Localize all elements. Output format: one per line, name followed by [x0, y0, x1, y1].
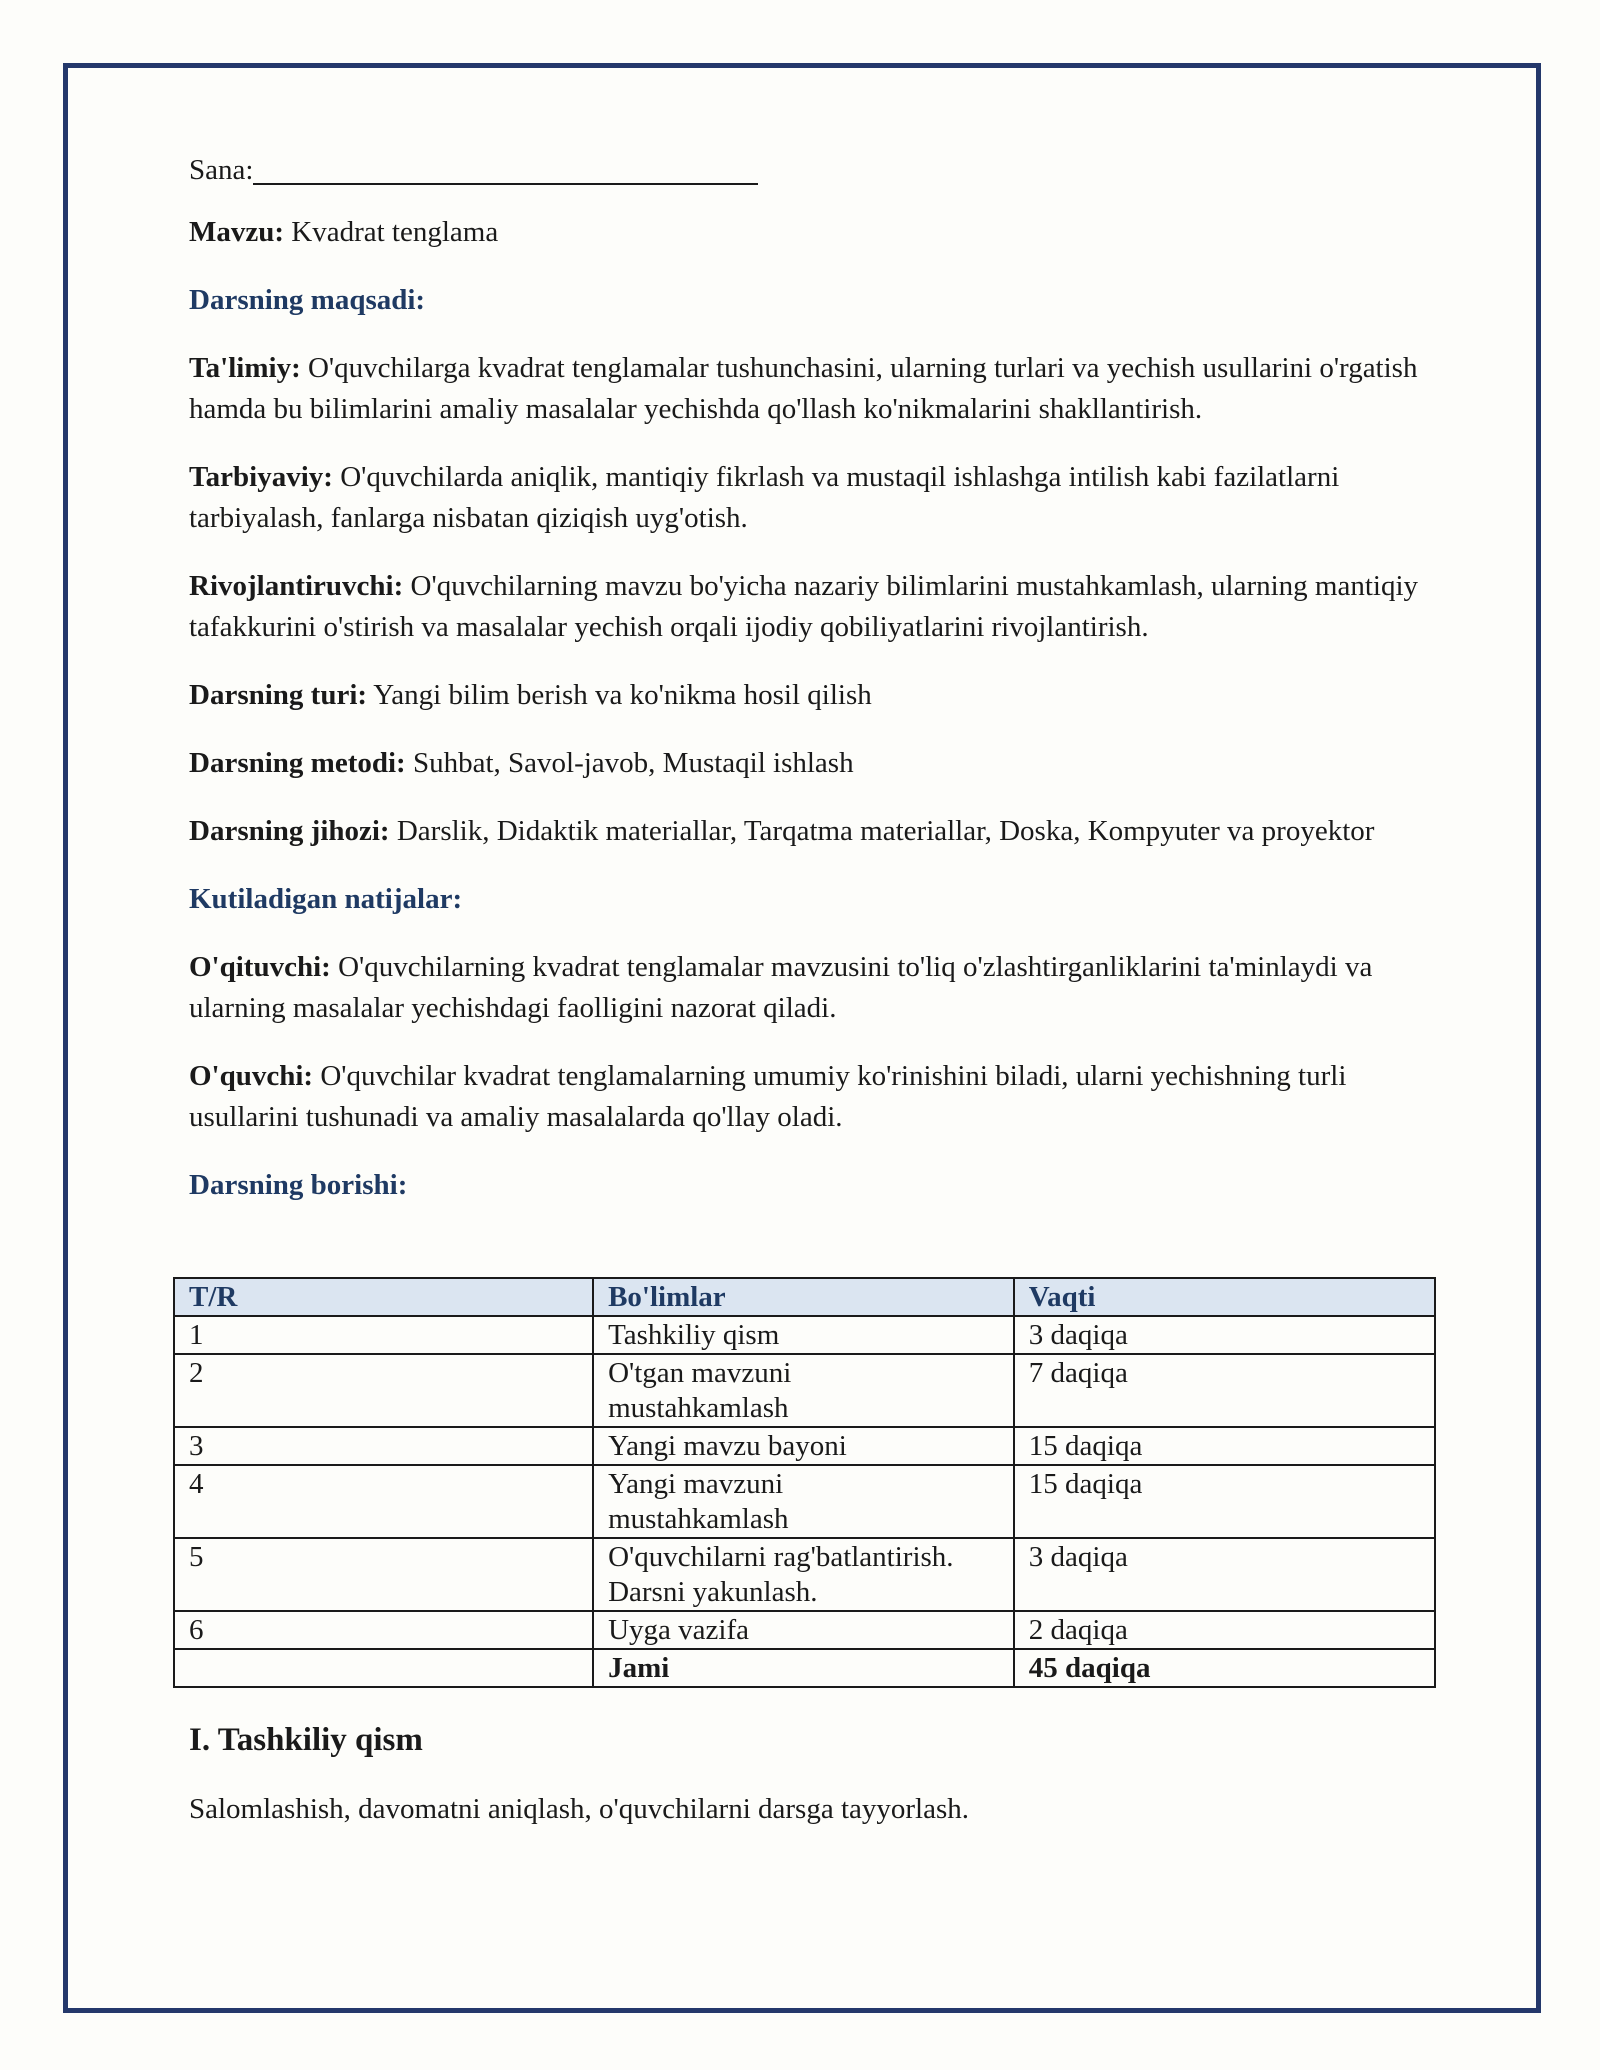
- row-section: O'quvchilarni rag'batlantirish. Darsni yakunlash.: [593, 1538, 1014, 1611]
- lesson-method-label: Darsning metodi:: [189, 747, 406, 779]
- row-number: 6: [174, 1611, 593, 1649]
- goal-developmental-label: Rivojlantiruvchi:: [189, 570, 404, 602]
- outcome-teacher-text: O'quvchilarning kvadrat tenglamalar mavzusini to'liq o'zlashtirganliklarini ta'minlaydi va ularning masalalar yechishdagi faolligini nazorat qiladi.: [189, 951, 1373, 1024]
- row-time: 3 daqiqa: [1014, 1538, 1435, 1611]
- date-blank: [253, 151, 758, 185]
- table-row: [174, 1427, 1435, 1465]
- row-time: 15 daqiqa: [1014, 1427, 1435, 1465]
- column-header-sections: Bo'limlar: [593, 1278, 1014, 1316]
- outcome-teacher: [189, 947, 1449, 1029]
- row-time: 15 daqiqa: [1014, 1465, 1435, 1538]
- outcome-student-text: O'quvchilar kvadrat tenglamalarning umumiy ko'rinishini biladi, ularni yechishning turli usullarini tushunadi va amaliy masalalarda qo'llay oladi.: [189, 1060, 1347, 1133]
- row-section: Tashkiliy qism: [593, 1316, 1014, 1354]
- goal-educational-label: Ta'limiy:: [189, 352, 301, 384]
- row-section: Uyga vazifa: [593, 1611, 1014, 1649]
- topic: [189, 212, 1449, 253]
- row-section: Yangi mavzu bayoni: [593, 1427, 1014, 1465]
- lesson-equipment: [189, 811, 1449, 852]
- row-number: 5: [174, 1538, 593, 1611]
- row-number: 2: [174, 1354, 593, 1427]
- table-row: [174, 1354, 1435, 1427]
- column-header-number: T/R: [174, 1278, 593, 1316]
- outcome-student-label: O'quvchi:: [189, 1060, 314, 1092]
- row-number: 3: [174, 1427, 593, 1465]
- date-label: Sana:: [189, 154, 254, 186]
- goal-upbringing-text: O'quvchilarda aniqlik, mantiqiy fikrlash va mustaqil ishlashga intilish kabi fazilatlarni tarbiyalash, fanlarga nisbatan qiziqish uyg'otish.: [189, 461, 1340, 534]
- table-total-row: [174, 1649, 1435, 1687]
- lesson-equipment-label: Darsning jihozi:: [189, 815, 390, 847]
- lesson-method-text: Suhbat, Savol-javob, Mustaqil ishlash: [412, 747, 854, 779]
- lesson-equipment-text: Darslik, Didaktik materiallar, Tarqatma materiallar, Doska, Kompyuter va proyektor: [396, 815, 1375, 847]
- goal-educational: [189, 348, 1449, 430]
- goal-developmental: [189, 566, 1449, 648]
- lesson-progress-table: [173, 1277, 1436, 1688]
- date-line: [189, 150, 1449, 191]
- lesson-type-label: Darsning turi:: [189, 679, 368, 711]
- progress-heading: Darsning borishi:: [189, 1169, 408, 1201]
- total-time: 45 daqiqa: [1014, 1649, 1435, 1687]
- row-number: 1: [174, 1316, 593, 1354]
- goal-upbringing-label: Tarbiyaviy:: [189, 461, 333, 493]
- section-title: I. Tashkiliy qism: [189, 1722, 423, 1758]
- goal-educational-text: O'quvchilarga kvadrat tenglamalar tushunchasini, ularning turlari va yechish usullarini o'rgatish hamda bu bilimlarini amaliy masalalar yechishda qo'llash ko'nikmalarini shakllantirish.: [189, 352, 1418, 425]
- outcomes-heading: Kutiladigan natijalar:: [189, 883, 463, 915]
- outcome-teacher-label: O'qituvchi:: [189, 951, 331, 983]
- table-row: [174, 1465, 1435, 1538]
- row-section: Yangi mavzuni mustahkamlash: [593, 1465, 1014, 1538]
- row-section: O'tgan mavzuni mustahkamlash: [593, 1354, 1014, 1427]
- outcome-student: [189, 1056, 1449, 1138]
- row-time: 7 daqiqa: [1014, 1354, 1435, 1427]
- topic-label: Mavzu:: [189, 216, 285, 248]
- topic-value: Kvadrat tenglama: [291, 216, 499, 248]
- row-time: 3 daqiqa: [1014, 1316, 1435, 1354]
- table-row: [174, 1538, 1435, 1611]
- lesson-type: [189, 675, 1449, 716]
- column-header-time: Vaqti: [1014, 1278, 1435, 1316]
- goal-upbringing: [189, 457, 1449, 539]
- row-time: 2 daqiqa: [1014, 1611, 1435, 1649]
- row-number: 4: [174, 1465, 593, 1538]
- lesson-method: [189, 743, 1449, 784]
- table-row: [174, 1611, 1435, 1649]
- total-number: [174, 1649, 593, 1687]
- table-row: [174, 1316, 1435, 1354]
- lesson-plan-body: [189, 150, 1449, 1233]
- section-text: Salomlashish, davomatni aniqlash, o'quvchilarni darsga tayyorlash.: [189, 1793, 970, 1825]
- lesson-type-text: Yangi bilim berish va ko'nikma hosil qilish: [373, 679, 872, 711]
- table-header-row: [174, 1278, 1435, 1316]
- goals-heading: Darsning maqsadi:: [189, 284, 426, 316]
- goal-developmental-text: O'quvchilarning mavzu bo'yicha nazariy bilimlarini mustahkamlash, ularning mantiqiy tafakkurini o'stirish va masalalar yechish orqali ijodiy qobiliyatlarini rivojlantirish.: [189, 570, 1419, 643]
- total-label: Jami: [593, 1649, 1014, 1687]
